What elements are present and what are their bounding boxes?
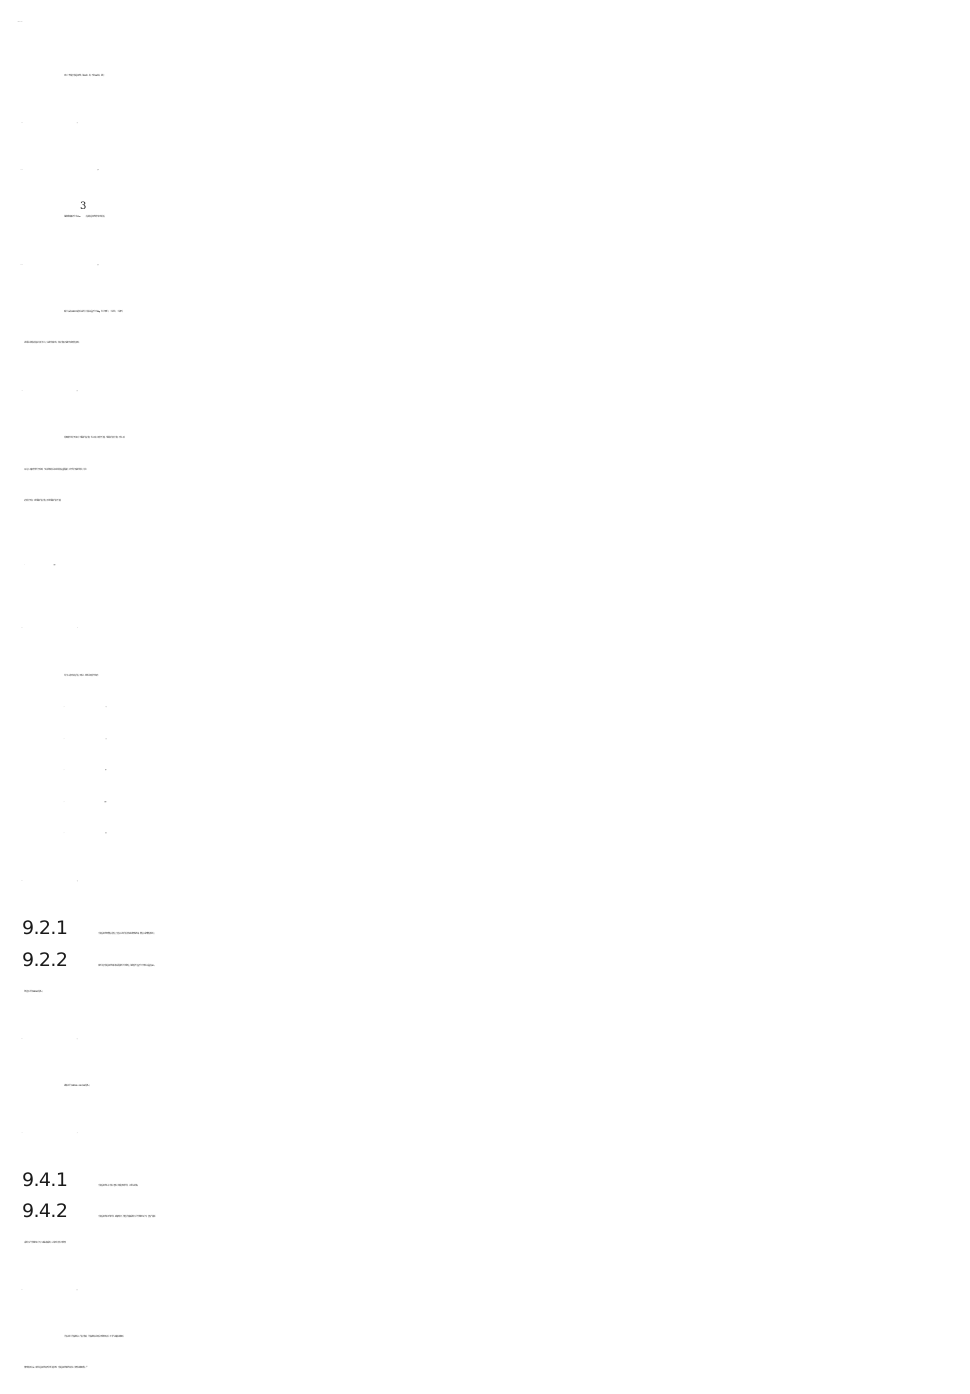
marking-intro: 符合本文件要求的产品，其标志、标签应包括下列内容：: [64, 675, 100, 677]
paragraph-line: 所测项目均符合要求时，判该批产品合格；有二项以上项目不合格，判该批产品不合格；若有二项: [64, 437, 125, 439]
clause-number: 9.4.1: [22, 1169, 68, 1191]
section-number: [22, 1027, 77, 1051]
list-item-label: [64, 821, 106, 845]
list-item-label: [64, 695, 106, 719]
clause-text: 双组分的干混透水砂浆按粉体和液体组分分别包装，每包装净含量不少于其标志质量的 99%，: [98, 965, 156, 967]
paragraph-line: 结果符合要求，则判该批产品合格，否则判该批产品不合格。: [24, 500, 62, 502]
list-item: [64, 758, 970, 782]
section-number: [22, 869, 77, 893]
section-number: [22, 1121, 77, 1145]
clause-number: 9.4.2: [22, 1200, 68, 1222]
clause-text: 干混透水砂浆应在干燥、通风、阴凉的场所贮存，应有防水措施。: [98, 1185, 139, 1187]
clause-number: 9.2.2: [22, 949, 68, 971]
section-heading-8-3: [22, 111, 970, 135]
paragraph-line: 取样方法按 GB/T 12573 的规定进行，样品总质量不少于 80 kg，均分为两份，一份试验，一份备用。: [64, 311, 124, 313]
clause-text: 干混透水砂浆在正常贮存、运输条件下，散装产品保质期自生产日期起为 3 个月，袋装产品保: [98, 1216, 155, 1218]
list-item: [64, 790, 970, 814]
clause-9-4-2: [22, 1199, 970, 1229]
superscript: 3: [80, 201, 86, 212]
section-heading-8-3-1: [22, 158, 970, 182]
section-number: [22, 616, 77, 640]
paragraph-line: 试验前应将所抽样品充分混合均匀，先进行外观检验，外观合格后再进行其余项目的检验。: [24, 342, 81, 344]
section-number: [22, 379, 77, 403]
text-part: 的湿拌透水砂浆作为检验样品。: [85, 216, 106, 218]
section-heading-9-2: [22, 869, 970, 893]
section-heading-9-5: [22, 1278, 970, 1302]
text-part: 每批随机抽取不少于 0.05 m: [64, 216, 81, 218]
document-id: [22, 10, 970, 34]
batch-paragraph: 对同一类别的干混透水砂浆，每 100 t 为一批，不足 100 t 也按一批计。: [64, 75, 106, 77]
paragraph-line: 包装袋应符合 BB/T 0065 的规定。: [24, 991, 44, 993]
list-item: [64, 695, 970, 719]
section-heading-9-1: [22, 616, 970, 640]
section-heading-8-3-2: [22, 253, 970, 277]
clause-9-2-1: [22, 916, 970, 946]
paragraph-line: 使用条件及方法、双组分透水砂浆中两个组分的比例、干混透水砂浆推荐水料比、使用注意事项等。产: [24, 1367, 88, 1369]
chapter-number: [24, 553, 55, 577]
list-item-label: [64, 790, 106, 814]
clause-number: 9.2.1: [22, 917, 68, 939]
paragraph-line: 产品应附上产品说明书、产品合格证。产品说明书应包括主要特性及成分、贮存与运输注意事项、: [64, 1336, 125, 1338]
section-number: [22, 158, 98, 182]
sampling-wet-mortar-text: [64, 201, 970, 229]
clause-9-4-1: [22, 1168, 970, 1198]
section-heading-8-4: [22, 379, 970, 403]
list-item: [64, 821, 970, 845]
list-item-label: [64, 758, 106, 782]
transport-text: 运输应符合 GB/T 25181—2019 中 10.3 的规定。: [64, 1085, 91, 1087]
clause-text: 干混透水砂浆可散装或袋装；袋装中应附产品合格证和使用说明书，散装应采用散装标识卡。: [98, 933, 156, 935]
chapter-heading-9: [24, 553, 970, 577]
section-heading-9-3: [22, 1027, 970, 1051]
clause-9-2-2: [22, 948, 970, 978]
section-number: [22, 253, 98, 277]
paragraph-line: 质期自生产日期起为 6 个月。如超过保质期，应经检验合格方可使用。: [24, 1242, 67, 1244]
paragraph-line: 以内(含二项)项目不符合要求时，允许采用备样或在同批样品中重新抽样，对不符合项进行复验；复验: [24, 469, 86, 471]
section-number: [22, 1278, 77, 1302]
section-number: [22, 111, 77, 135]
list-item: [64, 727, 970, 751]
list-item-label: [64, 727, 106, 751]
section-heading-9-4: [22, 1121, 970, 1145]
